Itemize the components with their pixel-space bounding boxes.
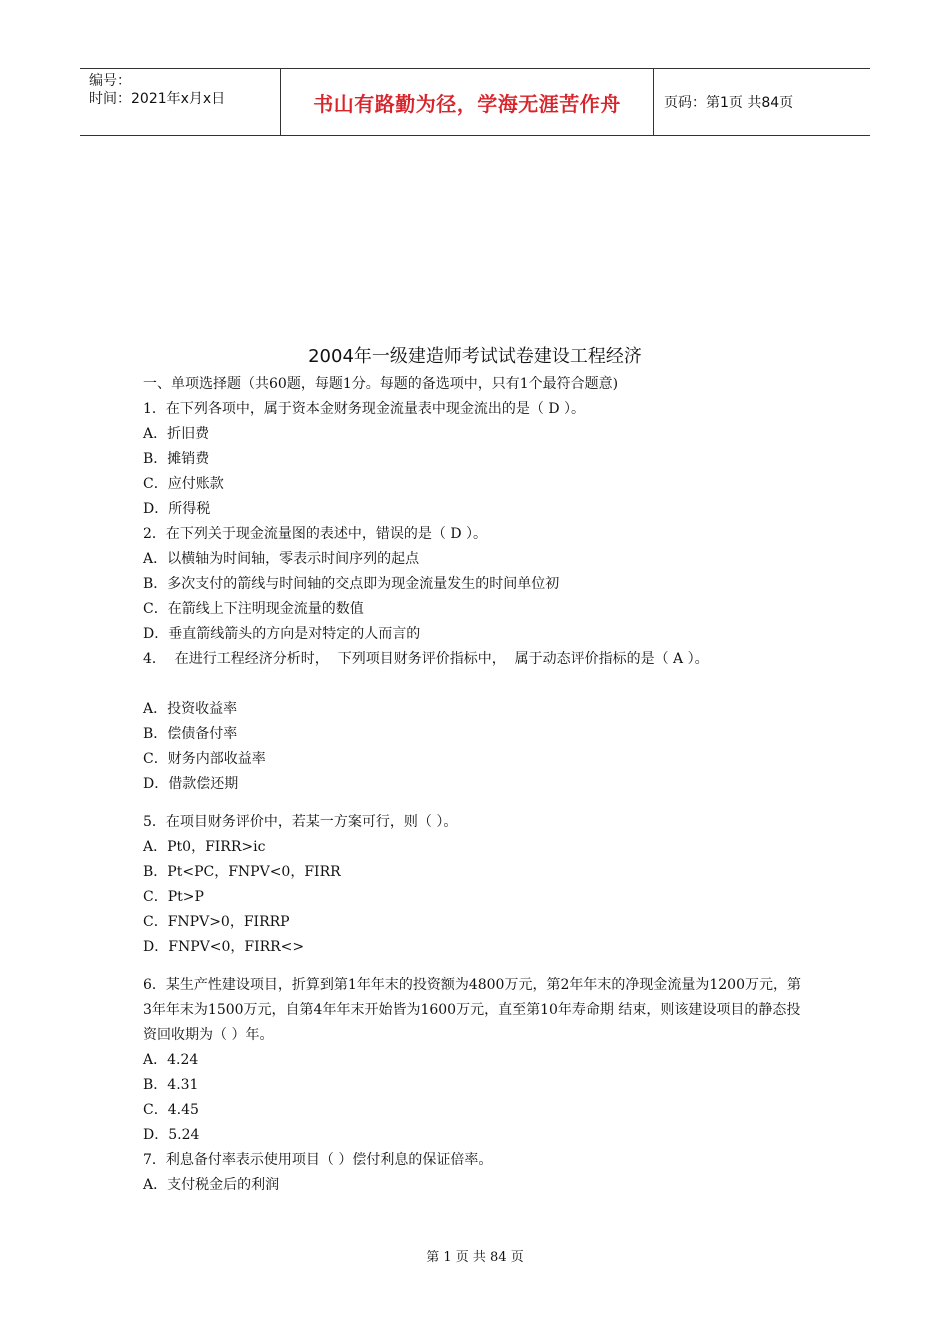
question-7-option-a: A．支付税金后的利润 bbox=[143, 1177, 280, 1193]
question-2-option-b: B．多次支付的箭线与时间轴的交点即为现金流量发生的时间单位初 bbox=[143, 576, 560, 592]
question-1-option-b: B．摊销费 bbox=[143, 451, 210, 467]
question-7-stem: 7．利息备付率表示使用项目（ ）偿付利息的保证倍率。 bbox=[143, 1152, 493, 1168]
question-2-option-d: D．垂直箭线箭头的方向是对特定的人而言的 bbox=[143, 626, 421, 642]
document-content bbox=[143, 372, 823, 1198]
page-footer: 第 1 页 共 84 页 bbox=[426, 1250, 524, 1265]
header-meta bbox=[80, 69, 281, 135]
question-1-option-d: D．所得税 bbox=[143, 501, 211, 517]
header-motto: 书山有路勤为径，学海无涯苦作舟 bbox=[281, 69, 654, 135]
question-1-option-a: A．折旧费 bbox=[143, 426, 210, 442]
question-4-option-b: B．偿债备付率 bbox=[143, 726, 238, 742]
page-header bbox=[80, 68, 870, 136]
question-6-option-b: B．4.31 bbox=[143, 1077, 199, 1093]
question-4-option-a: A．投资收益率 bbox=[143, 701, 238, 717]
section-heading: 一、单项选择题（共60题，每题1分。每题的备选项中，只有1个最符合题意) bbox=[143, 376, 619, 392]
question-2-option-a: A．以横轴为时间轴，零表示时间序列的起点 bbox=[143, 551, 420, 567]
question-5-option-2: B．Pt<PC，FNPV<0，FIRR bbox=[143, 864, 341, 880]
question-5-option-5: D．FNPV<0，FIRR<> bbox=[143, 939, 305, 955]
question-6-option-c: C．4.45 bbox=[143, 1102, 199, 1118]
document-number-label: 编号： bbox=[89, 73, 131, 89]
spacer bbox=[143, 960, 823, 973]
question-6-option-a: A．4.24 bbox=[143, 1052, 199, 1068]
question-5-option-3: C．Pt>P bbox=[143, 889, 204, 905]
question-4-option-c: C．财务内部收益率 bbox=[143, 751, 266, 767]
question-5-option-1: A．Pt0，FIRR>ic bbox=[143, 839, 266, 855]
question-1-option-c: C．应付账款 bbox=[143, 476, 224, 492]
spacer bbox=[143, 672, 823, 697]
question-2-option-c: C．在箭线上下注明现金流量的数值 bbox=[143, 601, 364, 617]
header-page-info: 页码：第1页 共84页 bbox=[664, 95, 794, 111]
question-1-stem: 1．在下列各项中，属于资本金财务现金流量表中现金流出的是（ D ）。 bbox=[143, 401, 586, 417]
question-2-stem: 2．在下列关于现金流量图的表述中，错误的是（ D ）。 bbox=[143, 526, 488, 542]
document-time-label: 时间：2021年x月x日 bbox=[89, 91, 226, 107]
question-4-stem: 4． 在进行工程经济分析时， 下列项目财务评价指标中， 属于动态评价指标的是（ A ）。 bbox=[143, 651, 709, 667]
question-6-option-d: D．5.24 bbox=[143, 1127, 200, 1143]
question-5-stem: 5．在项目财务评价中，若某一方案可行，则（ ）。 bbox=[143, 814, 458, 830]
question-4-option-d: D．借款偿还期 bbox=[143, 776, 239, 792]
spacer bbox=[143, 797, 823, 810]
document-title: 2004年一级建造师考试试卷建设工程经济 bbox=[308, 346, 642, 367]
question-5-option-4: C．FNPV>0，FIRRP bbox=[143, 914, 290, 930]
question-6-stem: 6．某生产性建设项目，折算到第1年年末的投资额为4800万元，第2年年末的净现金流量为1200万元，第3年年末为1500万元，自第4年年末开始皆为1600万元，直至第10年寿命期 结束，则该建设项目的静态投资回收期为（ ）年。 bbox=[143, 977, 801, 1043]
